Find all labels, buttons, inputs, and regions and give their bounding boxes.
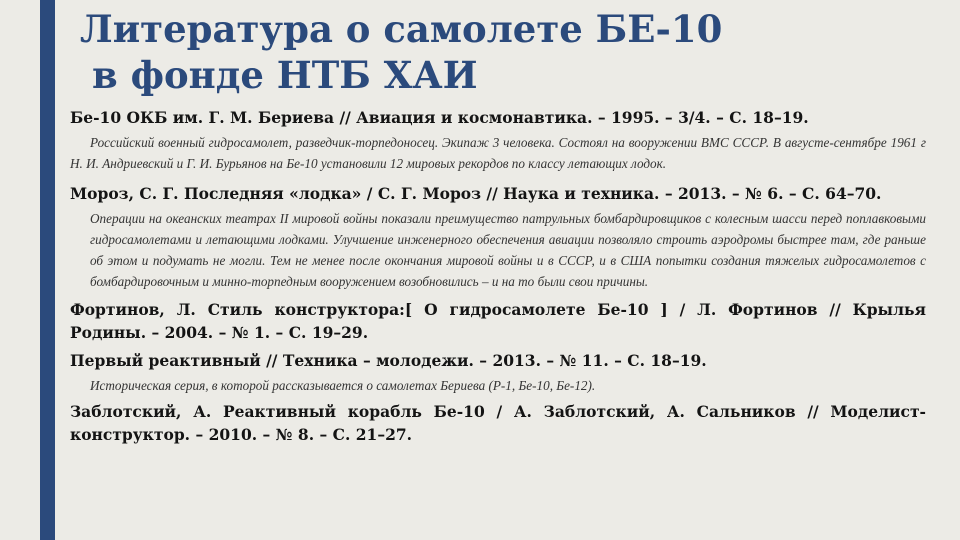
bibliography-entry xyxy=(70,106,926,174)
entry-annotation: Российский военный гидросамолет, разведчик-торпедоносец. Экипаж 3 человека. Состоял на вооружении ВМС СССР. В августе-сентябре 1961 г Н. И. Андриевский и Г. И. Бурьянов на Бе-10 установили 12 мировых рекордов по классу летающих лодок. xyxy=(70,135,926,171)
entry-citation: Бе-10 ОКБ им. Г. М. Бериева // Авиация и космонавтика. – 1995. – 3/4. – С. 18–19. xyxy=(70,108,809,127)
bibliography-entry xyxy=(70,349,926,396)
slide-title-line-2: в фонде НТБ ХАИ xyxy=(92,53,478,97)
accent-bar xyxy=(40,0,55,540)
bibliography-entry xyxy=(70,400,926,446)
entry-annotation: Историческая серия, в которой рассказывается о самолетах Бериева (Р-1, Бе-10, Бе-12). xyxy=(90,378,596,393)
entry-annotation: Операции на океанских театрах II мировой войны показали преимущество патрульных бомбардировщиков с колесным шасси перед поплавковыми гидросамолетами и летающими лодками. Улучшение инженерного обеспечения авиации позволяло строить аэродромы быстрее там, где раньше об этом и подумать не могли. Тем не менее после окончания мировой войны и в СССР, и в США попытки создания тяжелых гидросамолетов с бомбардировочным и минно-торпедным вооружением возобновились – и на то были свои причины. xyxy=(90,211,926,289)
entry-citation: Фортинов, Л. Стиль конструктора:[ О гидросамолете Бе-10 ] / Л. Фортинов // Крылья Родины. – 2004. – № 1. – С. 19–29. xyxy=(70,300,926,342)
bibliography-entry xyxy=(70,182,926,292)
entry-citation: Заблотский, А. Реактивный корабль Бе-10 / А. Заблотский, А. Сальников // Моделист-конструктор. – 2010. – № 8. – С. 21–27. xyxy=(70,402,926,444)
entry-citation: Мороз, С. Г. Последняя «лодка» / С. Г. Мороз // Наука и техника. – 2013. – № 6. – С. 64–70. xyxy=(70,184,882,203)
slide-title xyxy=(80,6,940,98)
bibliography-entry xyxy=(70,298,926,344)
slide-title-line-1: Литература о самолете БЕ-10 xyxy=(80,7,723,51)
entry-citation: Первый реактивный // Техника – молодежи. – 2013. – № 11. – С. 18–19. xyxy=(70,351,707,370)
bibliography-list xyxy=(70,106,926,450)
